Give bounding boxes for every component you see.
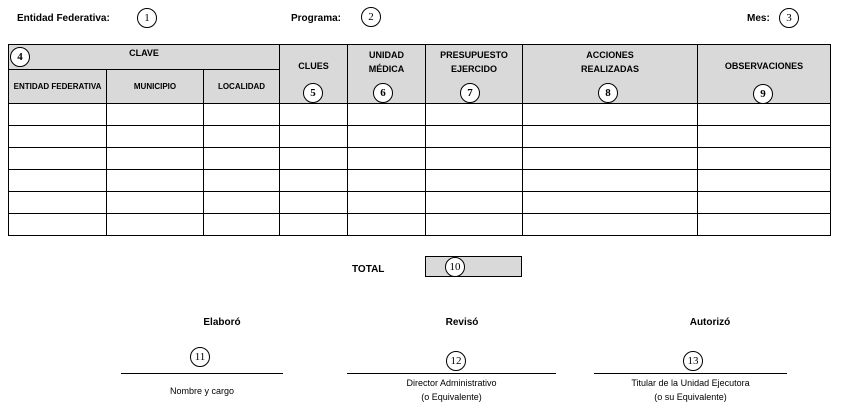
reviso-label: Revisó bbox=[445, 317, 479, 328]
marker-1: 1 bbox=[137, 8, 157, 28]
table-cell[interactable] bbox=[523, 170, 698, 192]
table-cell[interactable] bbox=[204, 104, 280, 126]
table-cell[interactable] bbox=[523, 148, 698, 170]
acciones-header bbox=[523, 45, 698, 104]
table-cell[interactable] bbox=[348, 214, 426, 236]
autorizo-signature-line bbox=[594, 373, 787, 374]
report-table bbox=[8, 44, 831, 236]
table-cell[interactable] bbox=[107, 126, 204, 148]
table-cell[interactable] bbox=[523, 126, 698, 148]
marker-4: 4 bbox=[10, 47, 30, 67]
ejercido-label: EJERCIDO bbox=[450, 64, 497, 74]
autorizo-caption-line2: (o su Equivalente) bbox=[654, 392, 727, 402]
marker-12: 12 bbox=[446, 351, 466, 371]
observaciones-header bbox=[698, 45, 831, 104]
marker-8: 8 bbox=[598, 83, 618, 103]
elaboro-signature-line bbox=[121, 373, 283, 374]
table-cell[interactable] bbox=[9, 126, 107, 148]
marker-11: 11 bbox=[190, 347, 210, 367]
observaciones-label: OBSERVACIONES bbox=[724, 61, 804, 71]
table-cell[interactable] bbox=[280, 148, 348, 170]
table-cell[interactable] bbox=[107, 192, 204, 214]
table-cell[interactable] bbox=[426, 104, 523, 126]
table-cell[interactable] bbox=[426, 126, 523, 148]
marker-3: 3 bbox=[779, 8, 799, 28]
table-cell[interactable] bbox=[9, 148, 107, 170]
table-cell[interactable] bbox=[523, 104, 698, 126]
table-cell[interactable] bbox=[698, 148, 831, 170]
table-cell[interactable] bbox=[348, 148, 426, 170]
table-cell[interactable] bbox=[348, 104, 426, 126]
table-cell[interactable] bbox=[698, 214, 831, 236]
marker-10: 10 bbox=[445, 257, 465, 277]
programa-label: Programa: bbox=[291, 13, 342, 24]
clues-label: CLUES bbox=[298, 61, 329, 71]
marker-6: 6 bbox=[373, 83, 393, 103]
marker-13: 13 bbox=[683, 351, 703, 371]
presupuesto-header bbox=[426, 45, 523, 104]
marker-5: 5 bbox=[303, 83, 323, 103]
reviso-signature-line bbox=[347, 373, 556, 374]
table-row bbox=[9, 192, 831, 214]
table-cell[interactable] bbox=[698, 192, 831, 214]
table-cell[interactable] bbox=[523, 214, 698, 236]
reviso-caption-line2: (o Equivalente) bbox=[421, 392, 482, 402]
table-cell[interactable] bbox=[9, 104, 107, 126]
municipio-subheader: MUNICIPIO bbox=[107, 70, 204, 104]
marker-7: 7 bbox=[460, 83, 480, 103]
presupuesto-label: PRESUPUESTO bbox=[440, 50, 508, 60]
marker-9: 9 bbox=[753, 84, 773, 104]
table-cell[interactable] bbox=[9, 214, 107, 236]
clave-label: CLAVE bbox=[129, 48, 159, 58]
autorizo-label: Autorizó bbox=[689, 317, 731, 328]
table-cell[interactable] bbox=[107, 170, 204, 192]
table-cell[interactable] bbox=[9, 170, 107, 192]
table-cell[interactable] bbox=[426, 214, 523, 236]
table-cell[interactable] bbox=[107, 104, 204, 126]
table-cell[interactable] bbox=[698, 104, 831, 126]
table-cell[interactable] bbox=[523, 192, 698, 214]
elaboro-caption: Nombre y cargo bbox=[169, 386, 235, 396]
table-cell[interactable] bbox=[348, 126, 426, 148]
entidad-federativa-label: Entidad Federativa: bbox=[17, 13, 110, 24]
elaboro-label: Elaboró bbox=[203, 317, 241, 328]
table-cell[interactable] bbox=[9, 192, 107, 214]
table-cell[interactable] bbox=[280, 170, 348, 192]
autorizo-caption bbox=[594, 376, 787, 404]
table-cell[interactable] bbox=[698, 170, 831, 192]
table-cell[interactable] bbox=[348, 192, 426, 214]
total-label: TOTAL bbox=[352, 264, 385, 275]
table-cell[interactable] bbox=[280, 104, 348, 126]
clues-header bbox=[280, 45, 348, 104]
mes-label: Mes: bbox=[747, 13, 770, 24]
realizadas-label: REALIZADAS bbox=[581, 64, 639, 74]
localidad-subheader: LOCALIDAD bbox=[204, 70, 280, 104]
table-cell[interactable] bbox=[107, 214, 204, 236]
table-cell[interactable] bbox=[204, 126, 280, 148]
reviso-caption-line1: Director Administrativo bbox=[406, 378, 497, 388]
table-cell[interactable] bbox=[280, 126, 348, 148]
clave-header bbox=[9, 45, 280, 70]
medica-label: MÉDICA bbox=[368, 64, 405, 74]
table-cell[interactable] bbox=[426, 148, 523, 170]
table-cell[interactable] bbox=[204, 214, 280, 236]
acciones-label: ACCIONES bbox=[586, 50, 634, 60]
table-cell[interactable] bbox=[698, 126, 831, 148]
unidad-label: UNIDAD bbox=[369, 50, 404, 60]
marker-2: 2 bbox=[361, 7, 381, 27]
entidad-federativa-subheader: ENTIDAD FEDERATIVA bbox=[9, 70, 107, 104]
total-field[interactable] bbox=[425, 256, 522, 277]
table-row bbox=[9, 148, 831, 170]
autorizo-caption-line1: Titular de la Unidad Ejecutora bbox=[631, 378, 750, 388]
table-row bbox=[9, 170, 831, 192]
table-row bbox=[9, 104, 831, 126]
table-cell[interactable] bbox=[204, 192, 280, 214]
table-cell[interactable] bbox=[426, 192, 523, 214]
table-cell[interactable] bbox=[204, 148, 280, 170]
table-cell[interactable] bbox=[280, 214, 348, 236]
table-cell[interactable] bbox=[426, 170, 523, 192]
table-cell[interactable] bbox=[348, 170, 426, 192]
table-cell[interactable] bbox=[280, 192, 348, 214]
unidad-medica-header bbox=[348, 45, 426, 104]
table-row bbox=[9, 126, 831, 148]
table-row bbox=[9, 214, 831, 236]
reviso-caption bbox=[347, 376, 556, 404]
table-cell[interactable] bbox=[204, 170, 280, 192]
table-cell[interactable] bbox=[107, 148, 204, 170]
